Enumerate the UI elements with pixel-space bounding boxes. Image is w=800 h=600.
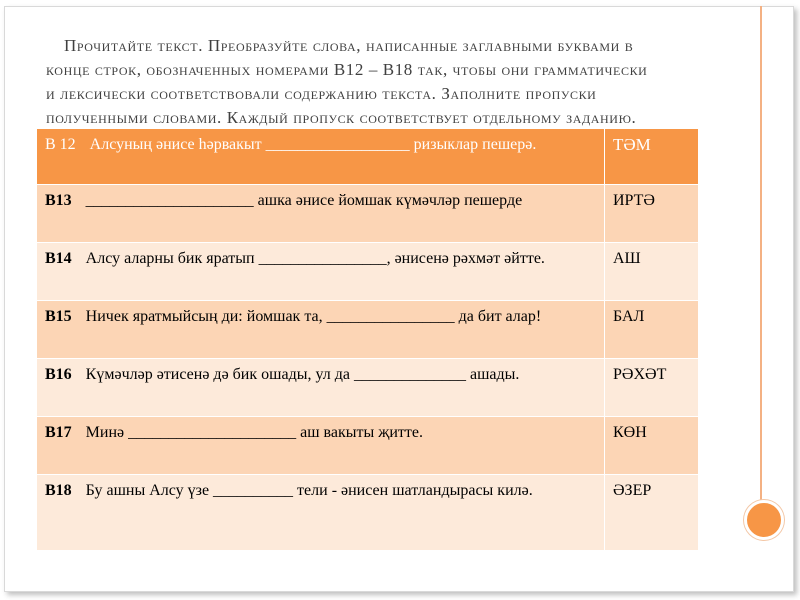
table-row <box>37 475 699 551</box>
task-number: В15 <box>45 308 72 325</box>
base-word: РӘХӘТ <box>613 366 667 383</box>
base-word: КӨН <box>613 424 647 441</box>
base-word: АШ <box>613 250 641 267</box>
task-sentence: Минә _____________________ аш вакыты җитте. <box>85 424 423 441</box>
task-sentence: Алсу аларны бик яратып ________________, әнисенә рәхмәт әйтте. <box>85 250 545 267</box>
tasks-table <box>36 128 699 551</box>
task-cell <box>37 475 605 551</box>
task-sentence: Алсуның әнисе һәрвакыт __________________ ризыклар пешерә. <box>89 136 537 153</box>
instruction-line: и лексически соответствовали содержанию текста. Заполните пропуски <box>46 84 597 103</box>
table-row <box>37 301 699 359</box>
task-number: В17 <box>45 424 72 441</box>
task-cell <box>37 359 605 417</box>
task-number: В 12 <box>45 136 76 153</box>
word-cell <box>605 243 699 301</box>
instruction-line: полученными словами. Каждый пропуск соответствует отдельному заданию. <box>46 108 637 127</box>
word-cell <box>605 185 699 243</box>
word-cell <box>605 417 699 475</box>
task-number: В18 <box>45 482 72 499</box>
table-row <box>37 185 699 243</box>
task-number: В14 <box>45 250 72 267</box>
word-cell <box>605 475 699 551</box>
table-row <box>37 359 699 417</box>
decorative-rule <box>760 6 762 504</box>
instruction-line: Прочитайте текст. Преобразуйте слова, написанные заглавными буквами в <box>64 36 634 55</box>
base-word: БАЛ <box>613 308 645 325</box>
instruction-text <box>46 34 706 130</box>
table-row <box>37 243 699 301</box>
instruction-line: конце строк, обозначенных номерами В12 – В18 так, чтобы они грамматически <box>46 60 648 79</box>
word-cell <box>605 301 699 359</box>
task-cell <box>37 417 605 475</box>
task-cell <box>37 301 605 359</box>
base-word: ИРТӘ <box>613 192 655 209</box>
task-cell <box>37 243 605 301</box>
task-sentence: Бу ашны Алсу үзе __________ тели - әнисен шатландырасы килә. <box>85 482 533 499</box>
base-word: ӘЗЕР <box>613 482 652 499</box>
base-word: ТӘМ <box>613 135 651 154</box>
word-cell <box>605 129 699 185</box>
task-sentence: _____________________ ашка әнисе йомшак күмәчләр пешерде <box>85 192 523 209</box>
task-number: В16 <box>45 366 72 383</box>
task-cell <box>37 129 605 185</box>
accent-circle <box>744 500 784 540</box>
task-cell <box>37 185 605 243</box>
word-cell <box>605 359 699 417</box>
task-sentence: Ничек яратмыйсың ди: йомшак та, ________________ да бит алар! <box>85 308 542 325</box>
task-number: В13 <box>45 192 72 209</box>
table-row <box>37 129 699 185</box>
task-sentence: Күмәчләр әтисенә дә бик ошады, ул да ______________ ашады. <box>85 366 520 383</box>
table-row <box>37 417 699 475</box>
